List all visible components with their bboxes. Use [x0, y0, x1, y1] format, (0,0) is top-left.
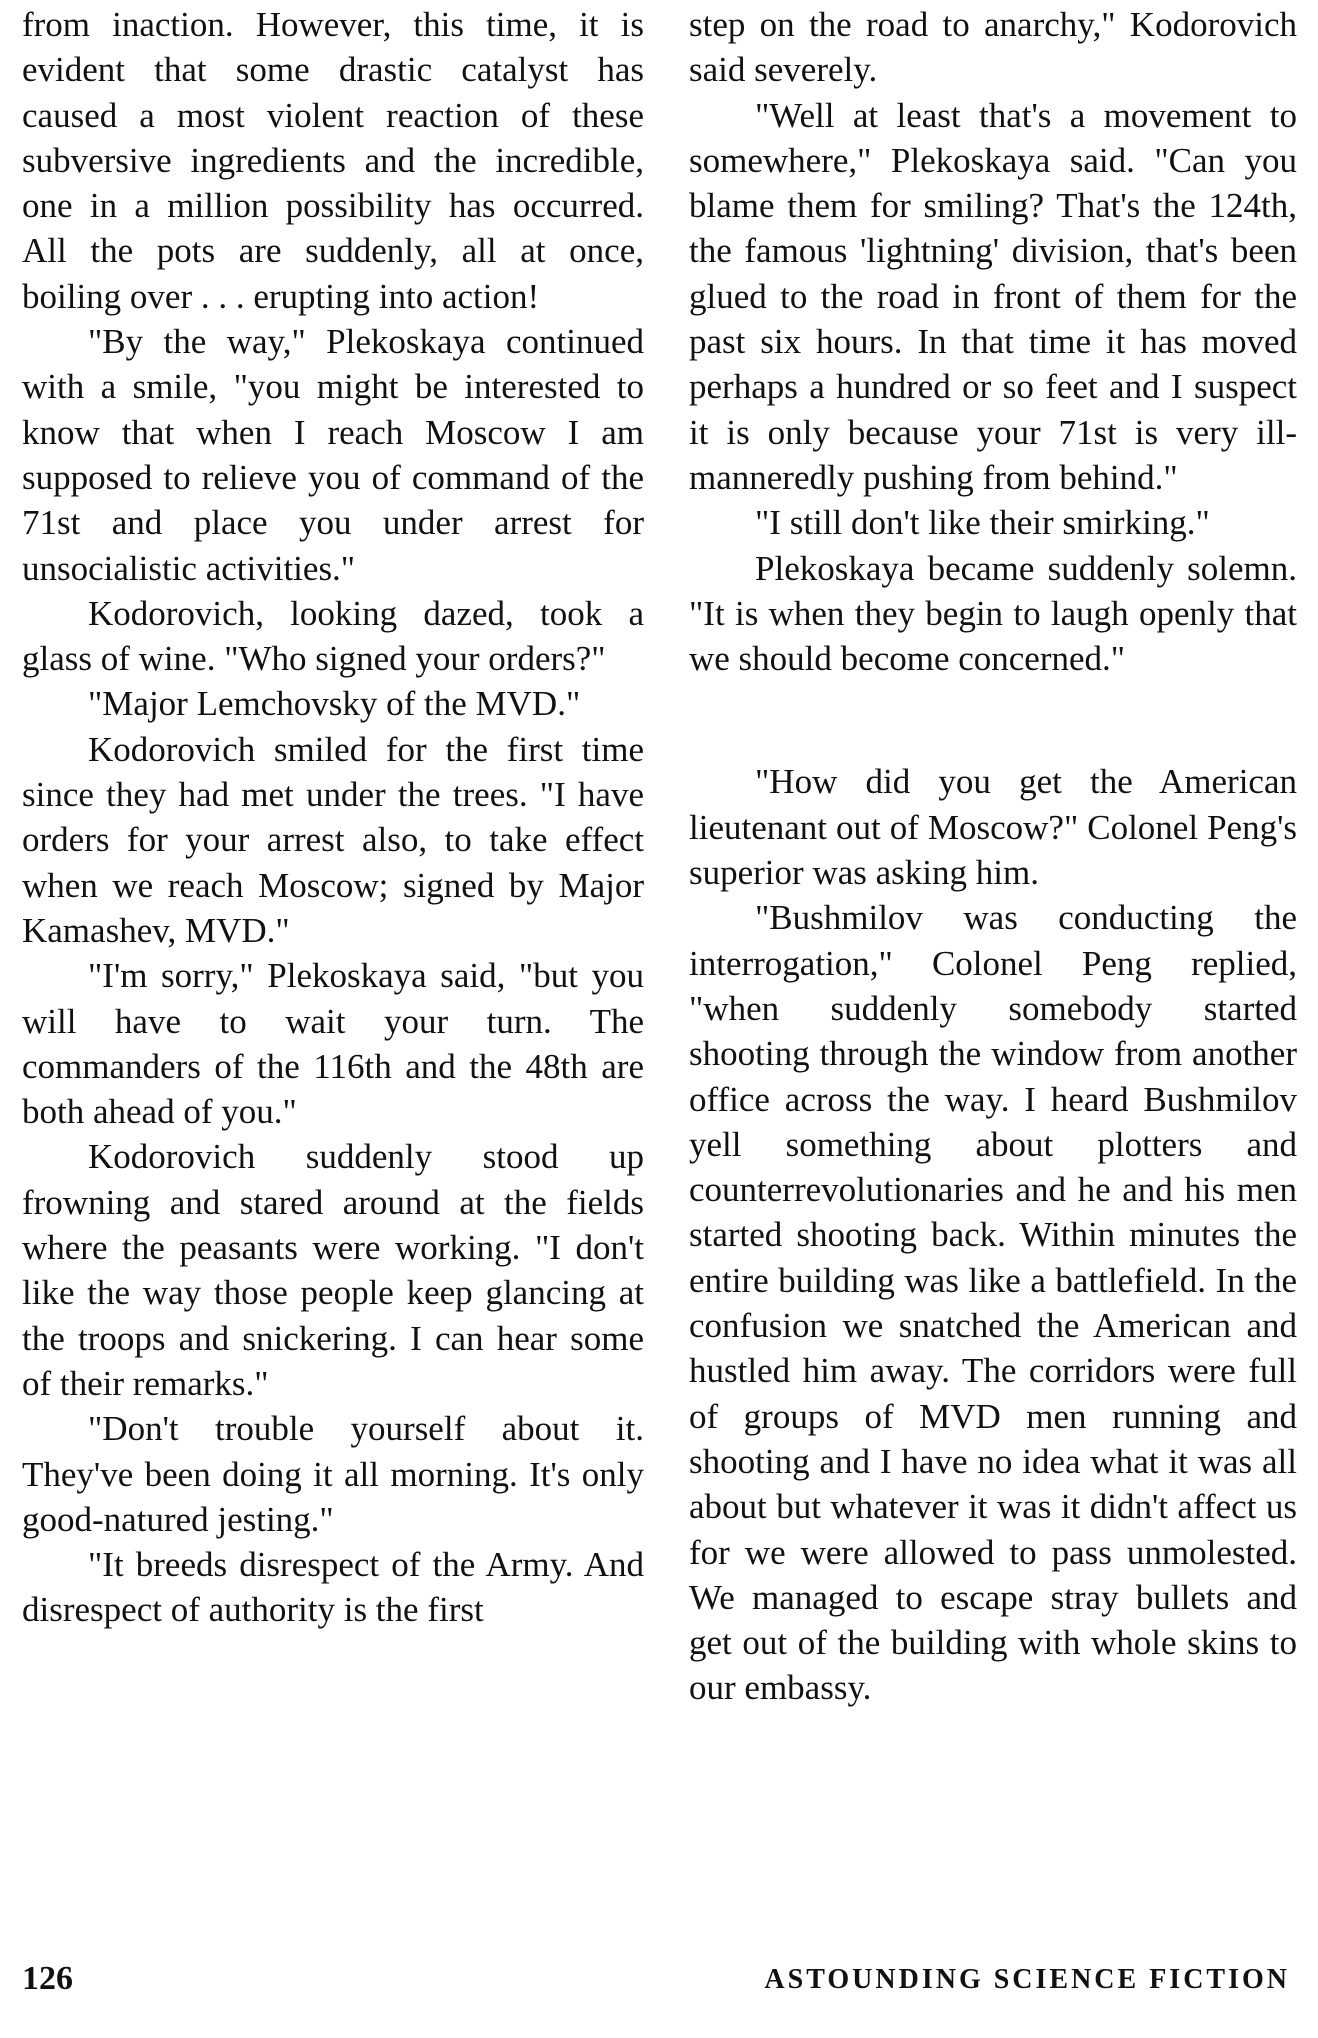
paragraph: "Major Lemchovsky of the MVD." [88, 684, 581, 724]
paragraph: "I'm sorry," Plekoskaya said, "but you will have to wait your turn. The commanders of the 116th and the 48th are both ahead of you." [22, 956, 644, 1132]
right-text-column [689, 2, 1297, 1711]
paragraph: from inaction. However, this time, it is evident that some drastic catalyst has caused a most violent reaction of these subversive ingredients and the incredible, one in a million possibility has occurred. All the pots are suddenly, all at once, boiling over . . . erupting into action! [22, 5, 644, 316]
paragraph: Kodorovich, looking dazed, took a glass of wine. "Who signed your orders?" [22, 593, 644, 679]
paragraph: "Don't trouble yourself about it. They've been doing it all morning. It's only good-natured jesting." [22, 1409, 644, 1539]
section-break [689, 681, 1297, 759]
paragraph: "How did you get the American lieutenant out of Moscow?" Colonel Peng's superior was asking him. [689, 762, 1297, 893]
paragraph: "By the way," Plekoskaya continued with a smile, "you might be interested to know that when I reach Moscow I am supposed to relieve you of command of the 71st and place you under arrest for unsocialistic activities." [22, 322, 644, 588]
paragraph: "It breeds disrespect of the Army. And disrespect of authority is the first [22, 1545, 644, 1630]
paragraph: Plekoskaya became suddenly solemn. "It is when they begin to laugh openly that we should become concerned." [689, 548, 1297, 679]
magazine-title: ASTOUNDING SCIENCE FICTION [764, 1964, 1290, 1995]
paragraph: "Bushmilov was conducting the interrogation," Colonel Peng replied, "when suddenly somebody started shooting through the window from another office across the way. I heard Bushmilov yell something about plotters and counterrevolutionaries and he and his men started shooting back. Within minutes the entire building was like a battlefield. In the confusion we snatched the American and hustled him away. The corridors were full of groups of MVD men running and shooting and I have no idea what it was all about but whatever it was it didn't affect us for we were allowed to pass unmolested. We managed to escape stray bullets and get out of the building with whole skins to our embassy. [689, 898, 1297, 1708]
left-text-column [22, 2, 644, 1633]
paragraph: step on the road to anarchy," Kodorovich said severely. [689, 5, 1297, 90]
paragraph: "I still don't like their smirking." [755, 503, 1210, 543]
page-number: 126 [22, 1960, 73, 1997]
paragraph: "Well at least that's a movement to somewhere," Plekoskaya said. "Can you blame them for smiling? That's the 124th, the famous 'lightning' division, that's been glued to the road in front of them for the past six hours. In that time it has moved perhaps a hundred or so feet and I suspect it is only because your 71st is very ill-manneredly pushing from behind." [689, 95, 1297, 497]
page-footer [22, 1960, 1290, 2008]
paragraph: Kodorovich suddenly stood up frowning and stared around at the fields where the peasants were working. "I don't like the way those people keep glancing at the troops and snickering. I can hear some of their remarks." [22, 1137, 644, 1403]
paragraph: Kodorovich smiled for the first time since they had met under the trees. "I have orders for your arrest also, to take effect when we reach Moscow; signed by Major Kamashev, MVD." [22, 729, 644, 950]
